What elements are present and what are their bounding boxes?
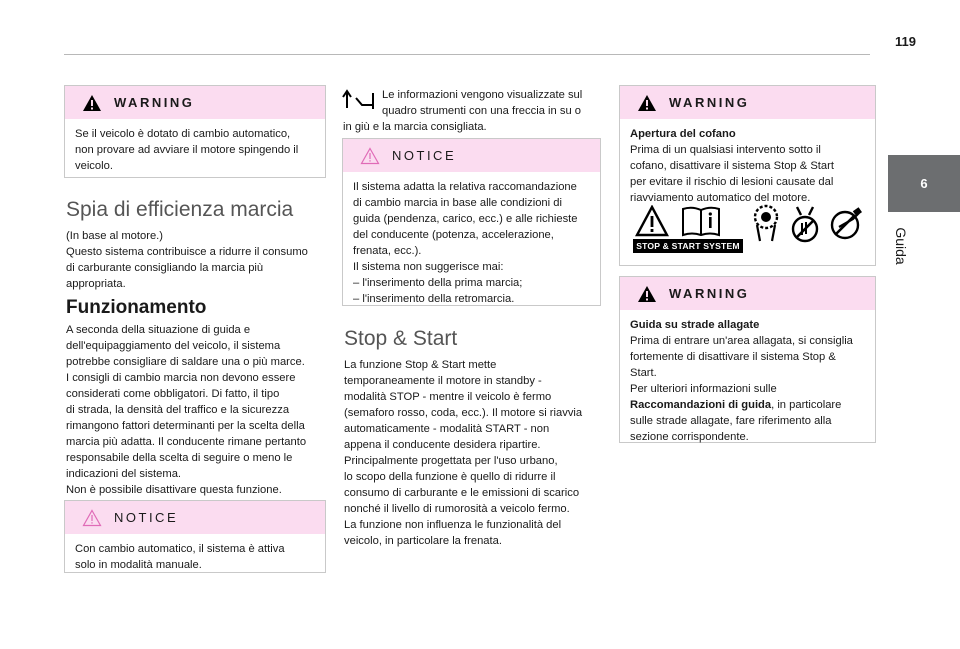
- warning-box-bonnet: [619, 85, 876, 266]
- text-line: (semaforo rosso, coda, ecc.). Il motore si riavvia: [344, 407, 583, 419]
- notice-header: [65, 501, 325, 534]
- text-line: nonché il livello di rumorosità a veicolo fermo.: [344, 503, 570, 515]
- reference-link[interactable]: Raccomandazioni di guida: [630, 399, 772, 411]
- stop-start-warning-label: [633, 203, 865, 257]
- text-line: non provare ad avviare il motore spingendo il: [75, 144, 299, 156]
- text-line: di carburante consigliando la marcia più: [66, 262, 264, 274]
- warning-subtitle: Guida su strade allagate: [630, 319, 760, 331]
- text-line: temporaneamente il motore in standby -: [344, 375, 542, 387]
- fan-belt-icon: [751, 203, 781, 243]
- warning-subtitle: Apertura del cofano: [630, 128, 736, 140]
- no-hands-icon: [789, 203, 821, 243]
- text-line: Prima di entrare un'area allagata, si consiglia: [630, 335, 853, 347]
- text-fragment: , in particolare: [771, 399, 842, 411]
- stop-start-system-label: STOP & START SYSTEM: [633, 239, 743, 253]
- notice-triangle-icon: [82, 509, 102, 527]
- text-line: per evitare il rischio di lesioni causate dal: [630, 176, 834, 188]
- text-line: dell'equipaggiamento del veicolo, il sistema: [66, 340, 281, 352]
- text-line: sezione corrispondente.: [630, 431, 749, 443]
- text-line: Per ulteriori informazioni sulle: [630, 383, 777, 395]
- notice-box-automatic: [64, 500, 326, 573]
- warning-title: WARNING: [669, 95, 750, 110]
- text-line: automaticamente - modalità START - non: [344, 423, 550, 435]
- text-line: – l'inserimento della retromarcia.: [353, 293, 515, 305]
- warning-header: [620, 86, 875, 119]
- text-line: solo in modalità manuale.: [75, 559, 202, 571]
- text-line: quadro strumenti con una freccia in su o: [382, 105, 581, 117]
- warning-header: [620, 277, 875, 310]
- text-line: Il sistema non suggerisce mai:: [353, 261, 504, 273]
- text-line: responsabile della scelta di seguire o meno le: [66, 452, 293, 464]
- text-line: fortemente di disattivare il sistema Stop &: [630, 351, 836, 363]
- text-line: frenata, ecc.).: [353, 245, 422, 257]
- text-line: veicolo.: [75, 160, 113, 172]
- chapter-number: 6: [920, 176, 928, 191]
- no-screwdriver-icon: [829, 207, 863, 241]
- warning-triangle-icon: [637, 285, 657, 303]
- text-line: del conducente (potenza, accelerazione,: [353, 229, 554, 241]
- label-warning-triangle-icon: [635, 205, 669, 237]
- text-line: appena il conducente desidera ripartire.: [344, 439, 541, 451]
- subheading-operation: Funzionamento: [66, 297, 207, 318]
- chapter-label: [886, 221, 916, 271]
- section-heading-gear-indicator: Spia di efficienza marcia: [66, 198, 294, 221]
- manual-book-icon: [681, 205, 721, 237]
- text-line: Start.: [630, 367, 657, 379]
- text-line: A seconda della situazione di guida e: [66, 324, 251, 336]
- warning-text: [65, 119, 325, 182]
- text-line: Principalmente progettata per l'uso urbano,: [344, 455, 558, 467]
- warning-header: [65, 86, 325, 119]
- text-line: sulle strade allagate, fare riferimento alla: [630, 415, 832, 427]
- text-line: Se il veicolo è dotato di cambio automatico,: [75, 128, 291, 140]
- text-line: cofano, disattivare il sistema Stop & Start: [630, 160, 834, 172]
- indicator-description: [343, 87, 605, 135]
- text-line: potrebbe consigliare di saldare una o più marce.: [66, 356, 305, 368]
- chapter-tab[interactable]: [888, 155, 960, 212]
- text-line: Prima di un qualsiasi intervento sotto il: [630, 144, 821, 156]
- text-line: indicazioni del sistema.: [66, 468, 182, 480]
- text-line: La funzione non influenza le funzionalità del: [344, 519, 562, 531]
- text-line: La funzione Stop & Start mette: [344, 359, 497, 371]
- notice-header: [343, 139, 600, 172]
- text-line: di strada, la densità del traffico e la sicurezza: [66, 404, 290, 416]
- text-line: [630, 397, 865, 413]
- notice-text: [65, 534, 325, 581]
- text-line: riavviamento automatico del motore.: [630, 192, 811, 204]
- text-line: (In base al motore.): [66, 230, 164, 242]
- text-line: – l'inserimento della prima marcia;: [353, 277, 523, 289]
- section-heading-stop-start: Stop & Start: [344, 327, 458, 350]
- text-line: Questo sistema contribuisce a ridurre il consumo: [66, 246, 308, 258]
- text-line: consumo di carburante e le emissioni di scarico: [344, 487, 580, 499]
- text-line: I consigli di cambio marcia non devono essere: [66, 372, 296, 384]
- text-line: guida (pendenza, carico, ecc.) e alle richieste: [353, 213, 578, 225]
- text-line: marcia più adatta. Il conducente rimane pertanto: [66, 436, 307, 448]
- text-line: Con cambio automatico, il sistema è attiva: [75, 543, 285, 555]
- text-line: appropriata.: [66, 278, 126, 290]
- text-line: rimangono fattori determinanti per la scelta della: [66, 420, 305, 432]
- notice-title: NOTICE: [114, 510, 179, 525]
- warning-triangle-icon: [637, 94, 657, 112]
- notice-box-recommendation: [342, 138, 601, 306]
- warning-title: WARNING: [114, 95, 195, 110]
- text-line: considerati come obbligatori. Di fatto, il tipo: [66, 388, 280, 400]
- warning-text: [620, 119, 875, 214]
- warning-text: [620, 310, 875, 453]
- text-line: di cambio marcia in base alle condizioni di: [353, 197, 562, 209]
- stop-start-text: [344, 357, 606, 549]
- text-line: veicolo, in particolare la frenata.: [344, 535, 502, 547]
- top-rule: [64, 54, 870, 55]
- text-line: Le informazioni vengono visualizzate sul: [382, 89, 583, 101]
- text-line: lo scopo della funzione è quello di ridurre il: [344, 471, 556, 483]
- gear-indicator-intro: [66, 228, 328, 292]
- text-line: in giù e la marcia consigliata.: [343, 121, 487, 133]
- text-line: Il sistema adatta la relativa raccomandazione: [353, 181, 577, 193]
- warning-triangle-icon: [82, 94, 102, 112]
- notice-text: [343, 172, 600, 315]
- chapter-title: Guida: [893, 227, 909, 265]
- notice-triangle-icon: [360, 147, 380, 165]
- text-line: Non è possibile disattivare questa funzione.: [66, 484, 282, 496]
- warning-title: WARNING: [669, 286, 750, 301]
- warning-box-flooded-roads: [619, 276, 876, 443]
- operation-text: [66, 322, 330, 498]
- warning-box-automatic: [64, 85, 326, 178]
- page-number: 119: [895, 34, 916, 49]
- notice-title: NOTICE: [392, 148, 457, 163]
- text-line: modalità STOP - mentre il veicolo è fermo: [344, 391, 552, 403]
